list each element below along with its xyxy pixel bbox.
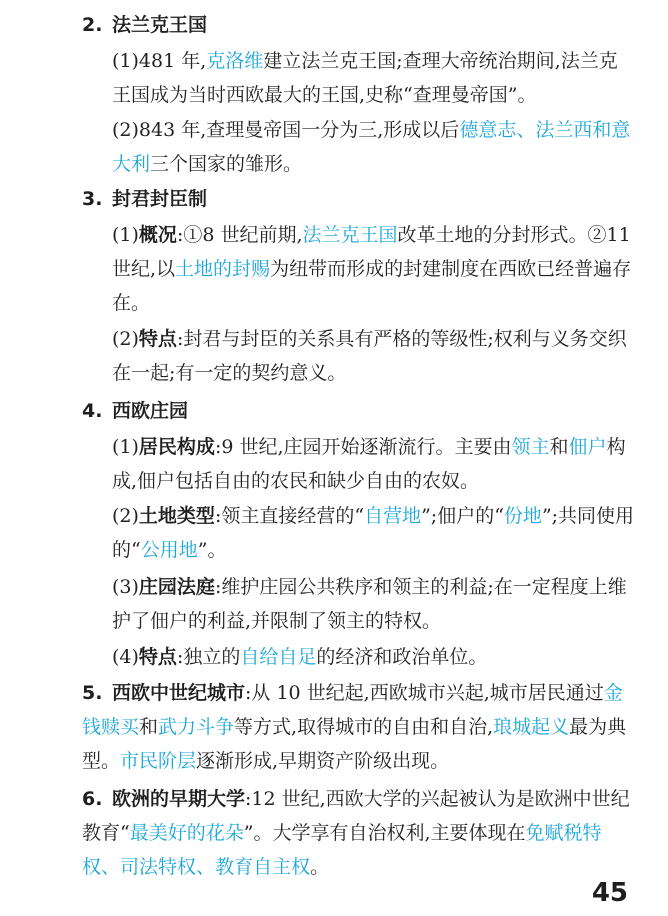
text-run: :12 世纪,西欧大学的兴起被认为是欧洲中世纪教育“	[82, 788, 630, 844]
section-3-paragraph-2	[112, 322, 636, 390]
text-run: (2)843 年,查理曼帝国一分为三,形成以后	[112, 119, 460, 141]
text-run: 改革土地的分封形式。②11 世纪,以	[112, 224, 631, 280]
highlight-term: 土地的封赐	[175, 258, 271, 280]
section-2-title: 法兰克王国	[112, 14, 208, 36]
highlight-term: 领主	[511, 436, 550, 458]
text-run: (1)	[112, 436, 139, 458]
highlight-term: 德意志	[459, 119, 517, 141]
subheading: 概况	[138, 224, 177, 246]
text-run: (2)	[112, 328, 139, 350]
text-run: :9 世纪,庄园开始逐渐流行。主要由	[214, 436, 512, 458]
section-4-paragraph-1	[112, 430, 636, 498]
highlight-term: 教育自主权	[215, 856, 311, 878]
text-run: :封君与封臣的关系具有严格的等级性;权利与义务交织在一起;有一定的契约意义。	[112, 328, 627, 384]
text-run: (1)	[112, 224, 139, 246]
highlight-term: 武力斗争	[158, 716, 235, 738]
text-run: (1)481 年,	[112, 50, 207, 72]
section-3-number: 3.	[82, 188, 103, 210]
section-4-heading	[82, 398, 188, 424]
text-run: :维护庄园公共秩序和领主的利益;在一定程度上维护了佃户的利益,并限制了领主的特权。	[112, 576, 627, 632]
highlight-term: 法兰西和意大利	[112, 119, 631, 175]
highlight-term: 最美好的花朵	[129, 822, 244, 844]
text-run: 等方式,取得城市的自由和自治,	[234, 716, 494, 738]
text-run: 三个国家的雏形。	[150, 153, 303, 175]
highlight-term: 法兰克王国	[302, 224, 398, 246]
highlight-term: 克洛维	[206, 50, 264, 72]
subheading: 特点	[138, 328, 177, 350]
highlight-term: 佃户	[568, 436, 607, 458]
highlight-term: 市民阶层	[120, 750, 197, 772]
section-4-paragraph-4	[112, 640, 636, 674]
subheading: 居民构成	[138, 436, 215, 458]
text-run: 建立法兰克王国;查理大帝统治期间,法兰克王国成为当时西欧最大的王国,史称“查理曼帝国”。	[112, 50, 618, 106]
section-4-title: 西欧庄园	[112, 400, 189, 422]
highlight-term: 、	[101, 856, 121, 878]
text-run: (2)	[112, 505, 139, 527]
text-run: 的经济和政治单位。	[316, 646, 488, 668]
highlight-term: 、	[516, 119, 536, 141]
text-run: ”。	[197, 539, 227, 561]
section-5-heading	[82, 682, 245, 704]
section-3-title: 封君封臣制	[112, 188, 208, 210]
section-6-title: 欧洲的早期大学	[112, 788, 246, 810]
section-2-heading	[82, 12, 207, 38]
section-2-number: 2.	[82, 14, 103, 36]
highlight-term: 金钱赎买	[82, 682, 623, 738]
highlight-term: 琅城起义	[493, 716, 570, 738]
text-run: (3)	[112, 576, 139, 598]
highlight-term: 份地	[503, 505, 542, 527]
text-run: :①8 世纪前期,	[176, 224, 303, 246]
highlight-term: 公用地	[140, 539, 198, 561]
section-2-paragraph-1	[112, 44, 636, 112]
text-run: 构成,佃户包括自由的农民和缺少自由的农奴。	[112, 436, 626, 492]
text-run: 。	[310, 856, 330, 878]
text-run: :从 10 世纪起,西欧城市兴起,城市居民通过	[245, 682, 604, 704]
text-run: 和	[139, 716, 159, 738]
section-6-number: 6.	[82, 788, 103, 810]
text-run: 最为典型。	[82, 716, 627, 772]
highlight-term: 司法特权	[120, 856, 197, 878]
section-4-paragraph-3	[112, 570, 636, 638]
text-run: (4)	[112, 646, 139, 668]
highlight-term: 自给自足	[240, 646, 317, 668]
subheading: 土地类型	[138, 505, 215, 527]
section-5-title: 西欧中世纪城市	[112, 682, 246, 704]
text-run: :领主直接经营的“	[214, 505, 365, 527]
section-4-paragraph-2	[112, 499, 636, 567]
page-number: 45	[591, 878, 628, 908]
section-3-heading	[82, 186, 207, 212]
text-run: :独立的	[176, 646, 241, 668]
section-6-heading	[82, 788, 245, 810]
text-run: 为纽带而形成的封建制度在西欧已经普遍存在。	[112, 258, 632, 314]
text-run: ”;佃户的“	[421, 505, 504, 527]
text-run: ”。大学享有自治权利,主要体现在	[243, 822, 526, 844]
section-2-paragraph-2	[112, 113, 636, 181]
section-4-number: 4.	[82, 400, 103, 422]
subheading: 庄园法庭	[138, 576, 215, 598]
subheading: 特点	[138, 646, 177, 668]
text-run: ”;共同使用的“	[112, 505, 635, 561]
section-6-paragraph	[82, 782, 636, 884]
text-run: 和	[549, 436, 569, 458]
section-3-paragraph-1	[112, 218, 636, 320]
highlight-term: 自营地	[364, 505, 422, 527]
section-5-number: 5.	[82, 682, 103, 704]
text-run: 逐渐形成,早期资产阶级出现。	[196, 750, 450, 772]
highlight-term: 免赋税特权	[82, 822, 602, 878]
highlight-term: 、	[196, 856, 216, 878]
section-5-paragraph	[82, 676, 636, 778]
